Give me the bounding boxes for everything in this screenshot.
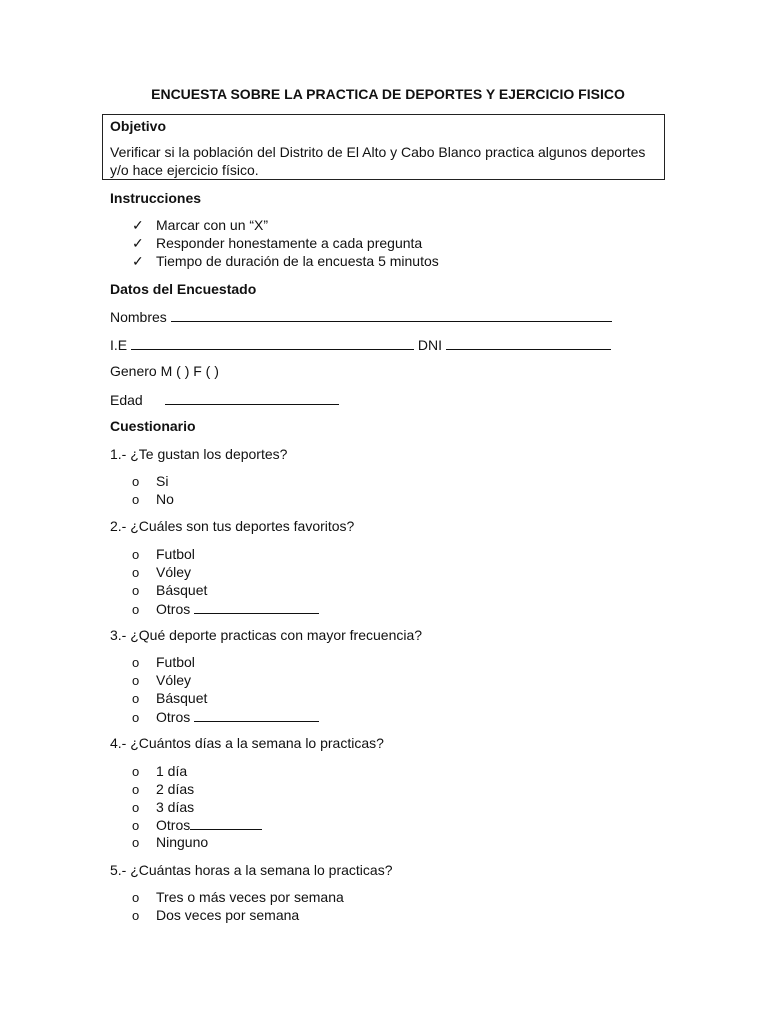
option-item[interactable]: o Futbol (132, 546, 195, 562)
option-item[interactable]: o Vóley (132, 564, 192, 580)
circle-bullet-icon: o (132, 782, 140, 797)
question-2: 2.- ¿Cuáles son tus deportes favoritos? (110, 518, 355, 534)
otros-field[interactable] (194, 707, 319, 722)
nombres-field[interactable] (171, 307, 612, 322)
circle-bullet-icon: o (132, 655, 140, 670)
otros-field[interactable] (190, 815, 262, 830)
check-icon: ✓ (132, 235, 144, 251)
circle-bullet-icon: o (132, 547, 140, 562)
option-item[interactable]: o Otros (132, 815, 262, 835)
check-icon: ✓ (132, 217, 144, 233)
nombres-label: Nombres (110, 309, 167, 325)
circle-bullet-icon: o (132, 764, 140, 779)
respondent-heading: Datos del Encuestado (110, 281, 257, 297)
circle-bullet-icon: o (132, 908, 140, 923)
question-5: 5.- ¿Cuántas horas a la semana lo practicas? (110, 862, 393, 878)
instruction-item: ✓ Marcar con un “X” (132, 217, 269, 233)
option-item[interactable]: o 2 días (132, 781, 195, 797)
circle-bullet-icon: o (132, 565, 140, 580)
circle-bullet-icon: o (132, 602, 140, 617)
option-item[interactable]: o Vóley (132, 672, 192, 688)
circle-bullet-icon: o (132, 835, 140, 850)
option-item[interactable]: o Futbol (132, 654, 195, 670)
circle-bullet-icon: o (132, 800, 140, 815)
option-item[interactable]: o 3 días (132, 799, 195, 815)
circle-bullet-icon: o (132, 583, 140, 598)
question-1: 1.- ¿Te gustan los deportes? (110, 446, 288, 462)
ie-label: I.E (110, 337, 128, 353)
edad-label: Edad (110, 392, 143, 408)
nombres-row (110, 307, 612, 326)
dni-label: DNI (417, 337, 443, 353)
circle-bullet-icon: o (132, 492, 140, 507)
instructions-heading: Instrucciones (110, 190, 202, 206)
objective-box (102, 114, 665, 180)
objective-heading: Objetivo (110, 118, 167, 134)
option-item[interactable]: o No (132, 491, 174, 507)
option-item[interactable]: o 1 día (132, 763, 188, 779)
objective-text: Verificar si la población del Distrito de El Alto y Cabo Blanco practica algunos deportes y/o hace ejercicio físico. (110, 144, 646, 178)
option-item[interactable]: o Otros (132, 707, 319, 727)
questionnaire-heading: Cuestionario (110, 418, 196, 434)
dni-field[interactable] (446, 335, 611, 350)
circle-bullet-icon: o (132, 691, 140, 706)
ie-field[interactable] (131, 335, 414, 350)
edad-row (110, 390, 339, 409)
option-item[interactable]: o Tres o más veces por semana (132, 889, 344, 905)
ie-dni-row (110, 335, 611, 354)
option-item[interactable]: o Otros (132, 599, 319, 619)
circle-bullet-icon: o (132, 890, 140, 905)
otros-field[interactable] (194, 599, 319, 614)
circle-bullet-icon: o (132, 818, 140, 833)
edad-field[interactable] (165, 390, 339, 405)
option-item[interactable]: o Básquet (132, 582, 208, 598)
circle-bullet-icon: o (132, 673, 140, 688)
circle-bullet-icon: o (132, 710, 140, 725)
circle-bullet-icon: o (132, 474, 140, 489)
option-item[interactable]: o Ninguno (132, 834, 209, 850)
check-icon: ✓ (132, 253, 144, 269)
question-3: 3.- ¿Qué deporte practicas con mayor frecuencia? (110, 627, 423, 643)
question-4: 4.- ¿Cuántos días a la semana lo practicas? (110, 735, 384, 751)
instruction-item: ✓ Responder honestamente a cada pregunta (132, 235, 423, 251)
option-item[interactable]: o Si (132, 473, 169, 489)
option-item[interactable]: o Dos veces por semana (132, 907, 300, 923)
survey-title: ENCUESTA SOBRE LA PRACTICA DE DEPORTES Y EJERCICIO FISICO (151, 86, 625, 102)
instruction-item: ✓ Tiempo de duración de la encuesta 5 minutos (132, 253, 439, 269)
option-item[interactable]: o Básquet (132, 690, 208, 706)
genero-row: Genero M ( ) F ( ) (110, 363, 219, 379)
